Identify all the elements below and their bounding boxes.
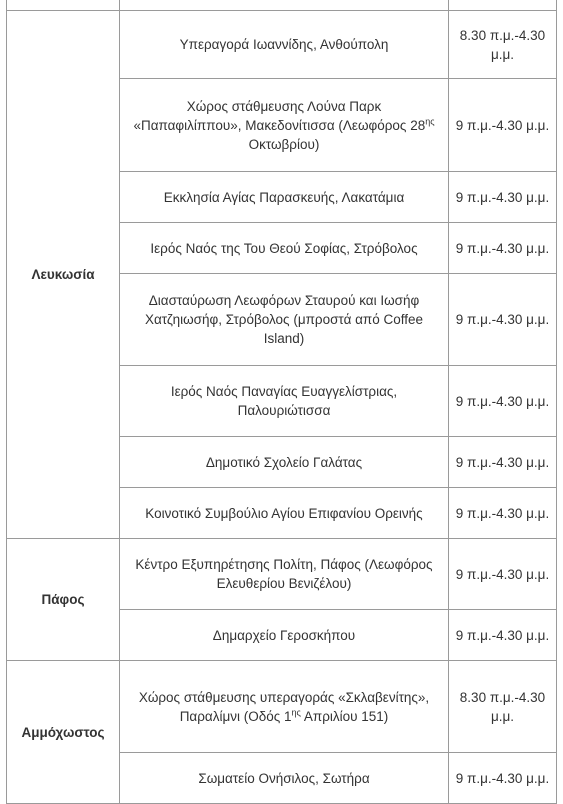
hours-cell: 9 π.μ.-4.30 μ.μ. [449, 274, 557, 366]
hours-cell: 9 π.μ.-4.30 μ.μ. [449, 437, 557, 488]
location-cell: Κοινοτικό Συμβούλιο Αγίου Επιφανίου Ορεινής [120, 488, 449, 539]
district-famagusta: Αμμόχωστος [7, 661, 120, 804]
location-cell: Εκκλησία Αγίας Παρασκευής, Λακατάμια [120, 172, 449, 223]
location-cell: Ιερός Ναός Παναγίας Ευαγγελίστριας, Παλουριώτισσα [120, 366, 449, 437]
table-row [7, 539, 557, 610]
location-cell: Διασταύρωση Λεωφόρων Σταυρού και Ιωσήφ Χατζηιωσήφ, Στρόβολος (μπροστά από Coffee Island) [120, 274, 449, 366]
hours-cell: 9 π.μ.-4.30 μ.μ. [449, 223, 557, 274]
hours-cell: 9 π.μ.-4.30 μ.μ. [449, 753, 557, 804]
location-cell [120, 0, 449, 11]
location-cell: Δημοτικό Σχολείο Γαλάτας [120, 437, 449, 488]
hours-cell: 9 π.μ.-4.30 μ.μ. [449, 539, 557, 610]
hours-cell: 9 π.μ.-4.30 μ.μ. [449, 172, 557, 223]
location-cell: Υπεραγορά Ιωαννίδης, Ανθούπολη [120, 11, 449, 79]
location-cell: Δημαρχείο Γεροσκήπου [120, 610, 449, 661]
district-paphos: Πάφος [7, 539, 120, 661]
location-cell: Κέντρο Εξυπηρέτησης Πολίτη, Πάφος (Λεωφόρος Ελευθερίου Βενιζέλου) [120, 539, 449, 610]
table-row [7, 661, 557, 753]
table-row [7, 11, 557, 79]
hours-cell: 8.30 π.μ.-4.30 μ.μ. [449, 11, 557, 79]
hours-cell: 9 π.μ.-4.30 μ.μ. [449, 366, 557, 437]
location-cell: Χώρος στάθμευσης υπεραγοράς «Σκλαβενίτης», Παραλίμνι (Οδός $1^{\eta\varsigma}$ Απριλίου 151) [120, 661, 449, 753]
hours-cell [449, 0, 557, 11]
hours-cell: 8.30 π.μ.-4.30 μ.μ. [449, 661, 557, 753]
district-nicosia: Λευκωσία [7, 11, 120, 539]
vaccination-points-table [6, 0, 557, 804]
location-cell: Χώρος στάθμευσης Λούνα Παρκ «Παπαφιλίππου», Μακεδονίτισσα (Λεωφόρος $28^{\eta\varsigma}$ Οκτωβρίου) [120, 79, 449, 172]
district-cell [7, 0, 120, 11]
table-row [7, 0, 557, 11]
hours-cell: 9 π.μ.-4.30 μ.μ. [449, 488, 557, 539]
location-cell: Ιερός Ναός της Του Θεού Σοφίας, Στρόβολος [120, 223, 449, 274]
location-cell: Σωματείο Ονήσιλος, Σωτήρα [120, 753, 449, 804]
hours-cell: 9 π.μ.-4.30 μ.μ. [449, 610, 557, 661]
hours-cell: 9 π.μ.-4.30 μ.μ. [449, 79, 557, 172]
